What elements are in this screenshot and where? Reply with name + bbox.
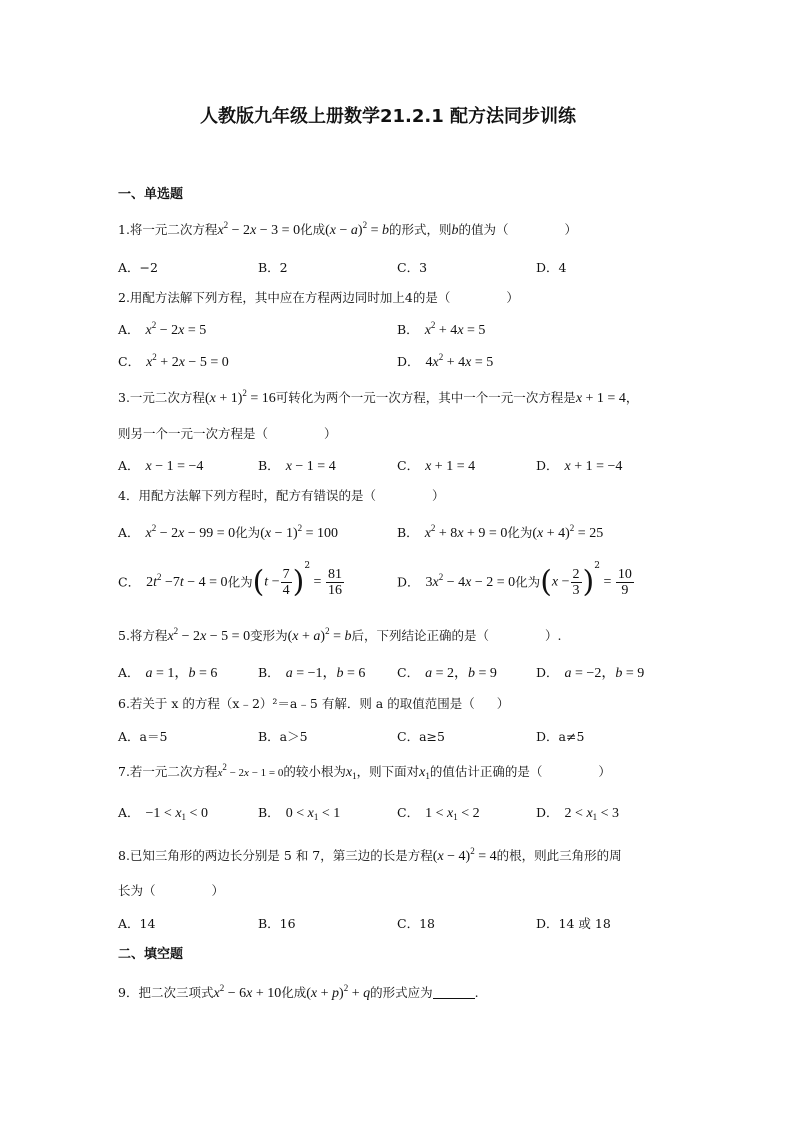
q1-option-c: C．3 <box>397 260 428 275</box>
q5-option-d: D． a = −2，b = 9 <box>536 665 645 681</box>
q8-option-a: A．14 <box>118 916 156 931</box>
page-title: 人教版九年级上册数学21.2.1 配方法同步训练 <box>200 106 577 127</box>
q7-option-a: A． $-1 < x_1 < 0$ <box>118 805 208 822</box>
section-heading-single-choice: 一、单选题 <box>118 187 184 202</box>
q7-option-d: D． $2 < x_1 < 3$ <box>536 805 620 822</box>
question-9-stem: 9．把二次三项式$x^2 - 6x + 10$化成$(x + p)^2 + q$的形式应为 . <box>118 983 479 1001</box>
q5-option-a: A． a = 1，b = 6 <box>118 665 218 681</box>
question-6-stem: 6.若关于 x 的方程（x﹣2）²＝a﹣5 有解．则 a 的取值范围是（ ） <box>118 696 510 711</box>
q8-option-b: B．16 <box>258 916 296 931</box>
q2-option-a: A． $x^2 - 2x = 5$ <box>118 320 207 338</box>
question-3-stem-line2: 则另一个一元一次方程是（ ） <box>118 426 337 441</box>
q4-option-b: B． $x^2 + 8x + 9 = 0$化为$(x + 4)^2 = 25$ <box>397 523 604 541</box>
question-3-stem: 3.一元二次方程$(x + 1)^2 = 16$可转化为两个一元一次方程，其中一个一元一次方程是x + 1 = 4， <box>118 388 639 406</box>
q8-option-d: D．14 或 18 <box>536 916 611 931</box>
q2-option-b: B． $x^2 + 4x = 5$ <box>397 320 486 338</box>
question-1-stem: 1.将一元二次方程$x^2 - 2x - 3 = 0$化成$(x - a)^2 = b$的形式，则b的值为（ ） <box>118 220 578 238</box>
q9-answer-blank[interactable] <box>433 986 475 999</box>
q1-option-b: B．2 <box>258 260 288 275</box>
question-2-stem: 2.用配方法解下列方程，其中应在方程两边同时加上4的是（ ） <box>118 290 519 305</box>
q6-option-b: B．a＞5 <box>258 729 308 744</box>
q7-option-b: B． $0 < x_1 < 1$ <box>258 805 341 822</box>
section-heading-fill-in: 二、填空题 <box>118 947 184 962</box>
question-4-stem: 4．用配方法解下列方程时，配方有错误的是（ ） <box>118 488 445 503</box>
q7-option-c: C． $1 < x_1 < 2$ <box>397 805 480 822</box>
q3-option-a: A． x − 1 = −4 <box>118 458 204 474</box>
q4-option-c: C． $2t^2 -7t - 4 = 0$化为(t − $\frac{7}{4}$ )$^2$ = $\frac{81}{16}$ <box>118 561 342 600</box>
q6-option-a: A．a＝5 <box>118 729 168 744</box>
q1-option-a: A．−2 <box>118 260 158 275</box>
q1-option-d: D．4 <box>536 260 567 275</box>
question-7-stem: 7.若一元二次方程$x^2 - 2x - 1 = 0$的较小根为$x_1$，则下面对$x_1$的值估计正确的是（ ） <box>118 762 611 781</box>
q5-option-b: B． a = −1，b = 6 <box>258 665 366 681</box>
q4-option-d: D． $3x^2 - 4x - 2 = 0$化为(x − $\frac{2}{3}$ )$^2$ = $\frac{10}{9}$ <box>397 561 632 600</box>
q3-option-b: B． x − 1 = 4 <box>258 458 336 474</box>
q3-option-d: D． x + 1 = −4 <box>536 458 623 474</box>
q8-option-c: C．18 <box>397 916 435 931</box>
q5-option-c: C． a = 2，b = 9 <box>397 665 497 681</box>
q6-option-c: C．a≥5 <box>397 729 445 744</box>
q6-option-d: D．a≠5 <box>536 729 585 744</box>
q2-option-d: D． $4x^2 + 4x = 5$ <box>397 352 494 370</box>
question-8-stem-line2: 长为（ ） <box>118 883 225 898</box>
question-5-stem: 5.将方程$x^2 - 2x - 5 = 0$变形为$(x + a)^2 = b$后，下列结论正确的是（ ）. <box>118 626 562 644</box>
q4-option-a: A． $x^2 - 2x - 99 = 0$化为$(x - 1)^2 = 100$ <box>118 523 339 541</box>
q3-option-c: C． x + 1 = 4 <box>397 458 476 474</box>
q2-option-c: C． $x^2 + 2x - 5 = 0$ <box>118 352 229 370</box>
question-8-stem: 8.已知三角形的两边长分别是 5 和 7，第三边的长是方程$(x - 4)^2 = 4$的根，则此三角形的周 <box>118 846 622 864</box>
